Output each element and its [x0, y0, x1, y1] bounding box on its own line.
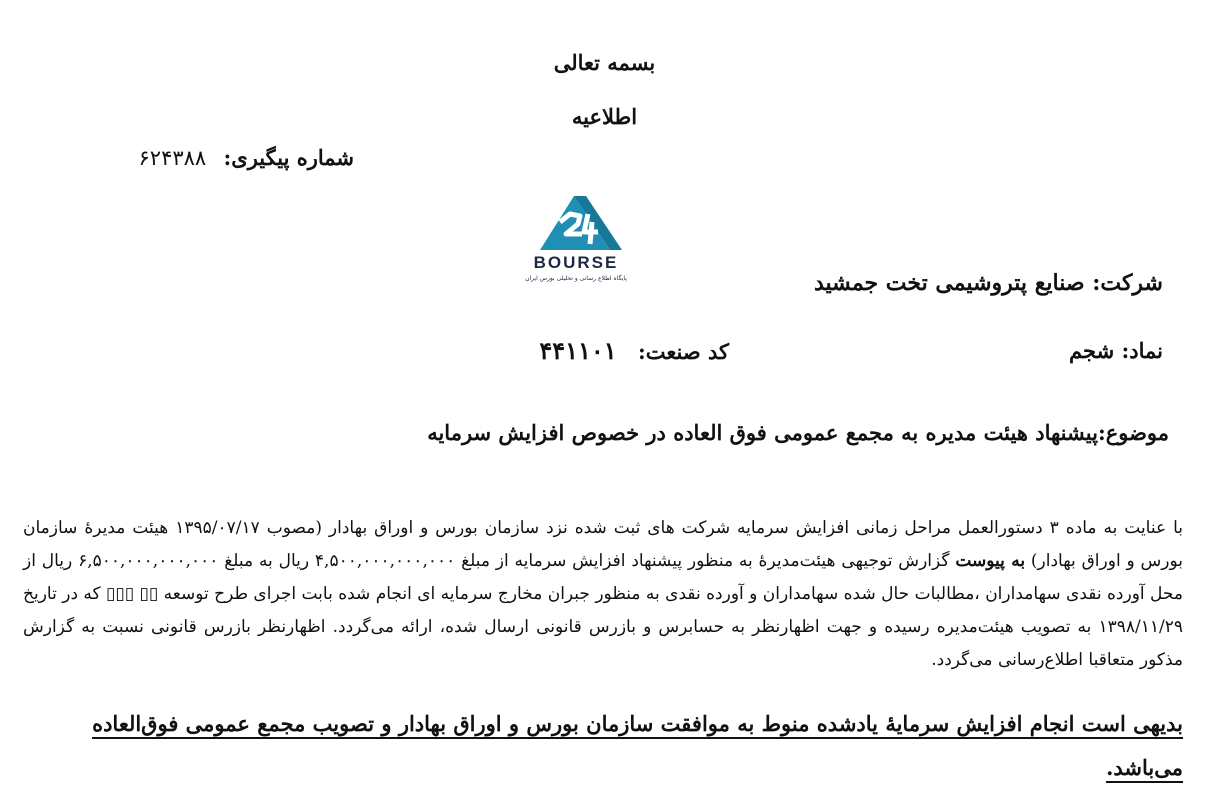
symbol-line	[1069, 338, 1163, 363]
body-attachment-phrase: به پیوست	[955, 551, 1026, 571]
closing-note	[23, 702, 1183, 790]
subject-line	[427, 420, 1169, 445]
industry-code: ۴۴۱۱۰۱	[539, 336, 617, 365]
company-line	[814, 270, 1163, 296]
symbol-label: نماد:	[1121, 338, 1163, 363]
body-part-1: با عنایت به ماده ۳ دستورالعمل مراحل زمانی افزایش سرمایه شرکت های ثبت شده نزد سازمان بورس و اوراق بهادار (مصوب ۱۳۹۵/۰۷/۱۷ هیئت مدیرۀ سازمان بورس و اوراق بهادار)	[23, 518, 1183, 571]
body-part-2: گزارش توجیهی هیئت‌مدیرۀ به منظور پیشنهاد افزایش سرمایه از مبلغ ۴,۵۰۰,۰۰۰,۰۰۰,۰۰۰ ریال به مبلغ ۶,۵۰۰,۰۰۰,۰۰۰,۰۰۰ ریال از محل آورده نقدی سهامداران ،مطالبات حال شده سهامداران و آورده نقدی به منظور جبران مخارج سرمایه ای انجام شده بابت اجرای طرح توسعه ▯▯ ▯▯▯ که در تاریخ ۱۳۹۸/۱۱/۲۹ به تصویب هیئت‌مدیره رسیده و جهت اظهارنظر به حسابرس و بازرس قانونی ارسال شده، ارائه می‌گردد. اظهارنظر بازرس قانونی نسبت به گزارش مذکور متعاقبا اطلاع‌رسانی می‌گردد.	[23, 551, 1183, 670]
bourse-logo-icon	[518, 188, 636, 284]
symbol-value: شجم	[1069, 338, 1115, 363]
industry-label: کد صنعت:	[637, 339, 729, 364]
logo-tagline: پایگاه اطلاع رسانی و تحلیلی بورس ایران	[525, 275, 627, 282]
bismillah-heading: بسمه تعالی	[553, 50, 656, 75]
company-label: شرکت:	[1092, 270, 1163, 296]
logo-brand-text: BOURSE	[533, 253, 619, 272]
company-name: صنایع پتروشیمی تخت جمشید	[814, 270, 1085, 296]
notice-title: اطلاعیه	[571, 104, 638, 129]
industry-code-line	[539, 336, 729, 365]
body-paragraph	[23, 512, 1183, 677]
subject-label: موضوع:	[1097, 420, 1169, 445]
tracking-value: ۶۲۴۳۸۸	[138, 146, 207, 170]
tracking-label: شماره پیگیری:	[223, 145, 354, 170]
closing-note-text: بدیهی است انجام افزایش سرمایۀ یادشده منوط به موافقت سازمان بورس و اوراق بهادار و تصویب مجمع عمومی فوق‌العاده می‌باشد.	[92, 711, 1183, 780]
tracking-number	[139, 145, 354, 170]
subject-text: پیشنهاد هیئت مدیره به مجمع عمومی فوق العاده در خصوص افزایش سرمایه	[427, 420, 1098, 445]
